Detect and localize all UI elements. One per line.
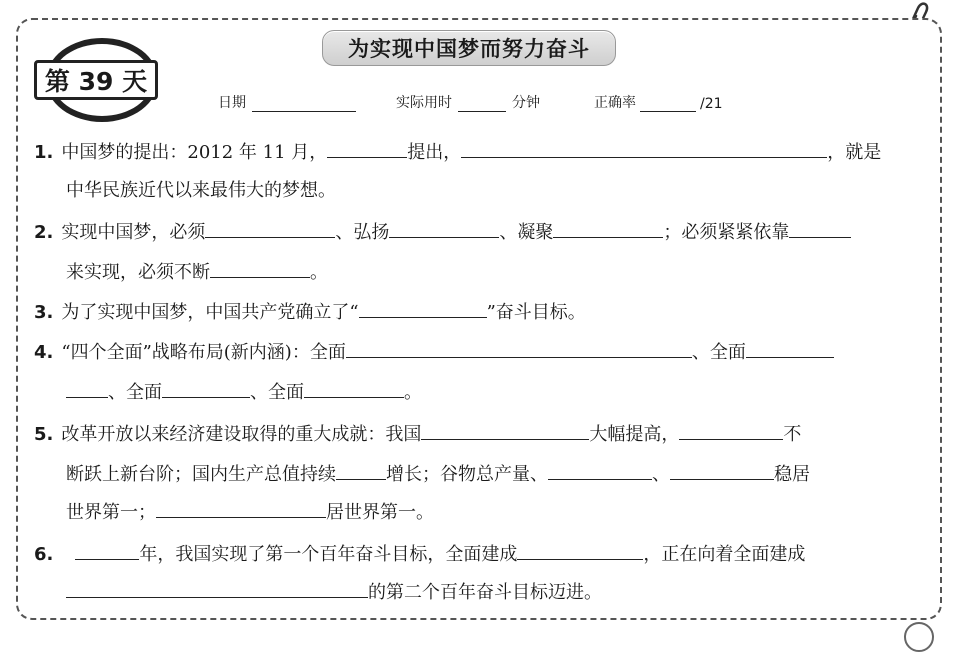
day-badge [30,36,162,112]
answer-blank[interactable] [461,139,827,158]
date-field [218,92,356,112]
answer-blank[interactable] [553,219,663,238]
answer-blank[interactable] [327,139,407,158]
time-label: 实际用时 [396,95,452,111]
page-title: 为实现中国梦而努力奋斗 [322,30,616,66]
question-3: 3. 为了实现中国梦，中国共产党确立了“ ”奋斗目标。 [34,298,586,324]
question-5-line-2: 断跃上新台阶；国内生产总值持续 增长；谷物总产量、 、 稳居 [66,460,810,486]
question-4: 4. “四个全面”战略布局(新内涵)：全面 、全面 [34,338,834,364]
answer-blank[interactable] [421,421,589,440]
accuracy-label: 正确率 [594,95,636,111]
answer-blank[interactable] [210,259,310,278]
question-2: 2. 实现中国梦，必须 、弘扬 、凝聚 ；必须紧紧依靠 [34,218,851,244]
accuracy-total: /21 [700,96,723,112]
minutes-label: 分钟 [512,95,540,111]
answer-blank[interactable] [66,379,108,398]
question-4-line-2: 、全面 、全面 。 [66,378,422,404]
question-6: 6. 年，我国实现了第一个百年奋斗目标，全面建成 ，正在向着全面建成 [34,540,805,566]
answer-blank[interactable] [66,579,368,598]
date-label: 日期 [218,95,246,111]
answer-blank[interactable] [359,299,487,318]
answer-blank[interactable] [389,219,499,238]
corner-circle-icon [904,622,934,652]
answer-blank[interactable] [679,421,783,440]
question-5-line-3: 世界第一； 居世界第一。 [66,498,434,524]
answer-blank[interactable] [670,461,774,480]
answer-blank[interactable] [746,339,834,358]
answer-blank[interactable] [162,379,250,398]
answer-blank[interactable] [156,499,326,518]
answer-blank[interactable] [548,461,652,480]
question-6-line-2: 的第二个百年奋斗目标迈进。 [66,578,602,604]
time-field [396,92,540,112]
answer-blank[interactable] [75,541,139,560]
answer-blank[interactable] [517,541,643,560]
answer-blank[interactable] [205,219,335,238]
answer-blank[interactable] [789,219,851,238]
answer-blank[interactable] [346,339,692,358]
question-1-line-2: 中华民族近代以来最伟大的梦想。 [66,180,336,201]
accuracy-field [594,92,723,112]
answer-blank[interactable] [336,461,386,480]
question-2-line-2: 来实现，必须不断 。 [66,258,328,284]
time-blank[interactable] [458,95,506,112]
question-1: 1. 中国梦的提出：2012 年 11 月， 提出， ，就是 [34,138,881,164]
question-5: 5. 改革开放以来经济建设取得的重大成就：我国 大幅提高， 不 [34,420,801,446]
date-blank[interactable] [252,95,356,112]
accuracy-blank[interactable] [640,95,696,112]
day-label: 第 39 天 [34,60,158,100]
answer-blank[interactable] [304,379,404,398]
